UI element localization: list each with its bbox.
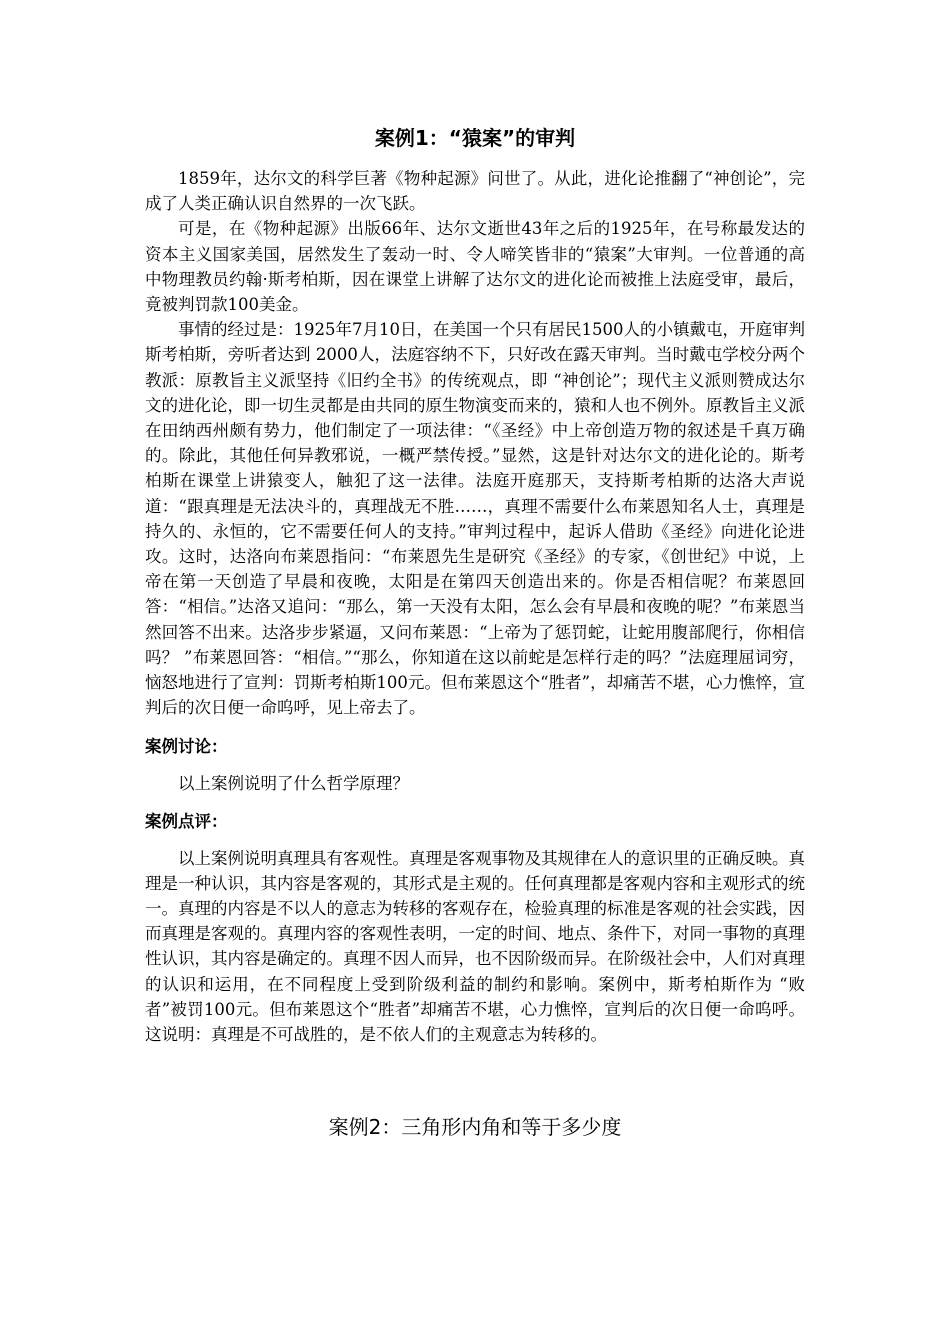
- spacer: [145, 720, 805, 734]
- spacer: [145, 759, 805, 771]
- case2-title: 案例2：三角形内角和等于多少度: [328, 1115, 622, 1140]
- comment-heading: 案例点评：: [145, 811, 228, 831]
- case1-paragraph-2: 可是，在《物种起源》出版66年、达尔文逝世43年之后的1925年，在号称最发达的资本主义国家美国，居然发生了轰动一时、令人啼笑皆非的“猿案”大审判。一位普通的高中物理教员约翰·斯考柏斯，因在课堂上讲解了达尔文的进化论而被推上法庭受审，最后，竟被判罚款100美金。: [145, 219, 805, 315]
- case1-paragraph-1: 1859年，达尔文的科学巨著《物种起源》问世了。从此，进化论推翻了“神创论”，完成了人类正确认识自然界的一次飞跃。: [145, 169, 805, 214]
- discussion-text: 以上案例说明了什么哲学原理？: [178, 774, 409, 794]
- case1-paragraph-3: 事情的经过是：1925年7月10日，在美国一个只有居民1500人的小镇戴屯，开庭审判斯考柏斯，旁听者达到 2000人，法庭容纳不下，只好改在露天审判。当时戴屯学校分两个教派：原教旨主义派坚持《旧约全书》的传统观点，即 “神创论”；现代主义派则赞成达尔文的进化论，即一切生灵都是由共同的原生物演变而来的，猿和人也不例外。原教旨主义派在田纳西州颇有势力，他们制定了一项法律：“《圣经》中上帝创造万物的叙述是千真万确的。除此，其他任何异教邪说，一概严禁传授。”显然，这是针对达尔文的进化论的。斯考柏斯在课堂上讲猿变人，触犯了这一法律。法庭开庭那天，支持斯考柏斯的达洛大声说道：“跟真理是无法决斗的，真理战无不胜……，真理不需要什么布莱恩知名人士，真理是持久的、永恒的，它不需要任何人的支持。”审判过程中，起诉人借助《圣经》向进化论进攻。这时，达洛向布莱恩指问：“布莱恩先生是研究《圣经》的专家，《创世纪》中说，上帝在第一天创造了早晨和夜晚，太阳是在第四天创造出来的。你是否相信呢？布莱恩回答：“相信。”达洛又追问：“那么，第一天没有太阳，怎么会有早晨和夜晚的呢？”布莱恩当然回答不出来。达洛步步紧逼，又问布莱恩：“上帝为了惩罚蛇，让蛇用腹部爬行，你相信吗？ ”布莱恩回答：“相信。”“那么，你知道在这以前蛇是怎样行走的吗？”法庭理屈词穷，恼怒地进行了宣判：罚斯考柏斯100元。但布莱恩这个“胜者”，却痛苦不堪，心力憔悴，宣判后的次日便一命呜呼，见上帝去了。: [145, 320, 805, 718]
- spacer: [145, 834, 805, 846]
- spacer: [145, 158, 805, 166]
- document-content: [145, 118, 805, 1147]
- comment-text: 以上案例说明真理具有客观性。真理是客观事物及其规律在人的意识里的正确反映。真理是一种认识，其内容是客观的，其形式是主观的。任何真理都是客观内容和主观形式的统一。真理的内容是不以人的意志为转移的客观存在，检验真理的标准是客观的社会实践，因而真理是客观的。真理内容的客观性表明，一定的时间、地点、条件下，对同一事物的真理性认识，其内容是确定的。真理不因人而异，也不因阶级而异。在阶级社会中，人们对真理的认识和运用，在不同程度上受到阶级利益的制约和影响。案例中，斯考柏斯作为 “败者”被罚100元。但布莱恩这个“胜者”却痛苦不堪，心力憔悴，宣判后的次日便一命呜呼。这说明：真理是不可战胜的，是不依人们的主观意志为转移的。: [145, 848, 805, 1045]
- discussion-heading: 案例讨论：: [145, 737, 228, 757]
- spacer: [145, 797, 805, 809]
- case1-title: 案例1：“猿案”的审判: [374, 126, 576, 150]
- spacer: [145, 1047, 805, 1107]
